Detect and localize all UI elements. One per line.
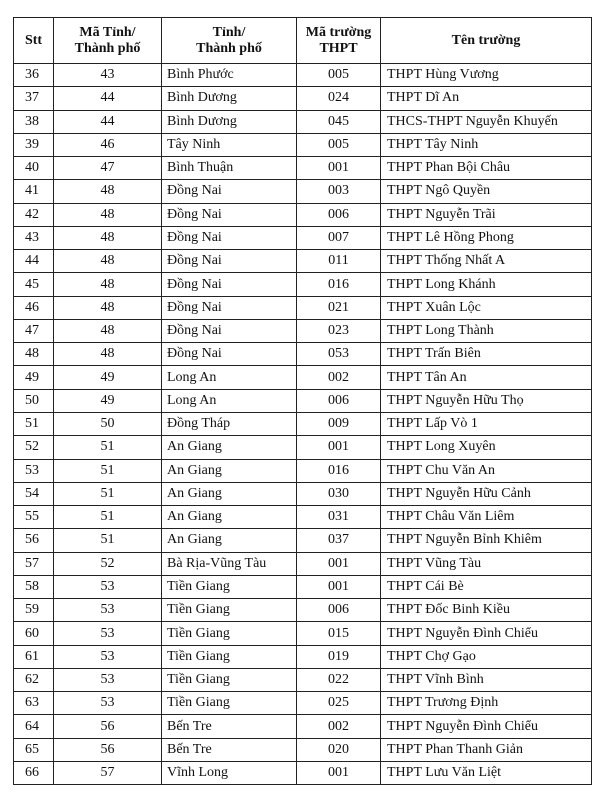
cell-province: Đồng Nai [162,319,297,342]
cell-province: Vĩnh Long [162,761,297,784]
table-row [14,157,592,180]
table-row [14,319,592,342]
cell-province: Long An [162,389,297,412]
cell-school-name: THPT Hùng Vương [381,64,592,87]
cell-province: Đồng Tháp [162,412,297,435]
cell-school-code: 001 [297,575,381,598]
cell-stt: 57 [14,552,54,575]
table-row [14,343,592,366]
cell-school-code: 007 [297,226,381,249]
cell-stt: 54 [14,482,54,505]
table-row [14,133,592,156]
cell-school-name: THPT Dĩ An [381,87,592,110]
cell-province-code: 51 [54,436,162,459]
cell-school-code: 002 [297,366,381,389]
cell-school-code: 001 [297,436,381,459]
cell-stt: 47 [14,319,54,342]
cell-province: Bến Tre [162,715,297,738]
cell-school-code: 006 [297,389,381,412]
cell-school-name: THPT Nguyễn Bỉnh Khiêm [381,529,592,552]
table-row [14,552,592,575]
cell-stt: 44 [14,250,54,273]
cell-school-code: 001 [297,761,381,784]
cell-school-code: 024 [297,87,381,110]
cell-school-code: 003 [297,180,381,203]
table-row [14,296,592,319]
cell-province-code: 49 [54,366,162,389]
header-school-code-line1: Mã trường [305,24,372,40]
table-header-row [14,18,592,64]
cell-stt: 38 [14,110,54,133]
cell-school-code: 023 [297,319,381,342]
cell-province: Tiền Giang [162,575,297,598]
cell-stt: 36 [14,64,54,87]
cell-province-code: 48 [54,180,162,203]
cell-province-code: 48 [54,343,162,366]
cell-school-name: THPT Long Xuyên [381,436,592,459]
cell-province: An Giang [162,482,297,505]
cell-stt: 61 [14,645,54,668]
table-row [14,506,592,529]
cell-school-code: 009 [297,412,381,435]
cell-stt: 50 [14,389,54,412]
cell-province-code: 48 [54,296,162,319]
cell-school-code: 005 [297,133,381,156]
cell-school-name: THPT Ngô Quyền [381,180,592,203]
table-row [14,203,592,226]
cell-province: Tiền Giang [162,692,297,715]
table-row [14,412,592,435]
table-row [14,180,592,203]
cell-province-code: 53 [54,622,162,645]
cell-school-code: 015 [297,622,381,645]
cell-province-code: 51 [54,529,162,552]
cell-school-name: THPT Vĩnh Bình [381,668,592,691]
table-row [14,715,592,738]
cell-school-code: 021 [297,296,381,319]
cell-province: Đồng Nai [162,180,297,203]
cell-province: An Giang [162,459,297,482]
cell-province: Đồng Nai [162,343,297,366]
cell-province: Bình Dương [162,87,297,110]
cell-school-name: THPT Xuân Lộc [381,296,592,319]
cell-school-code: 005 [297,64,381,87]
header-school-code [297,18,381,64]
cell-school-name: THCS-THPT Nguyễn Khuyến [381,110,592,133]
school-table [13,17,592,785]
table-row [14,273,592,296]
cell-school-code: 020 [297,738,381,761]
cell-stt: 48 [14,343,54,366]
table-row [14,110,592,133]
cell-province: Đồng Nai [162,203,297,226]
cell-school-name: THPT Phan Thanh Giản [381,738,592,761]
table-row [14,645,592,668]
table-row [14,668,592,691]
cell-stt: 45 [14,273,54,296]
table-body [14,64,592,785]
header-school-name: Tên trường [381,18,592,64]
cell-school-name: THPT Nguyễn Đình Chiểu [381,622,592,645]
cell-stt: 63 [14,692,54,715]
cell-school-name: THPT Nguyễn Hữu Thọ [381,389,592,412]
cell-province: Bình Phước [162,64,297,87]
table-row [14,87,592,110]
cell-stt: 62 [14,668,54,691]
cell-province-code: 44 [54,110,162,133]
cell-school-name: THPT Chu Văn An [381,459,592,482]
cell-school-code: 006 [297,599,381,622]
cell-stt: 64 [14,715,54,738]
table-row [14,761,592,784]
cell-stt: 66 [14,761,54,784]
cell-province: Bình Dương [162,110,297,133]
cell-province-code: 56 [54,738,162,761]
cell-province-code: 48 [54,319,162,342]
table-row [14,599,592,622]
cell-school-code: 053 [297,343,381,366]
cell-province-code: 53 [54,645,162,668]
cell-stt: 65 [14,738,54,761]
cell-school-code: 030 [297,482,381,505]
cell-province-code: 53 [54,668,162,691]
cell-school-name: THPT Tây Ninh [381,133,592,156]
cell-school-code: 045 [297,110,381,133]
cell-province: Đồng Nai [162,250,297,273]
cell-school-name: THPT Nguyễn Trãi [381,203,592,226]
cell-school-name: THPT Cái Bè [381,575,592,598]
cell-stt: 42 [14,203,54,226]
cell-school-name: THPT Vũng Tàu [381,552,592,575]
cell-province-code: 46 [54,133,162,156]
table-row [14,250,592,273]
table-row [14,226,592,249]
cell-stt: 49 [14,366,54,389]
cell-province-code: 53 [54,692,162,715]
cell-school-code: 001 [297,552,381,575]
cell-province: Đồng Nai [162,273,297,296]
header-school-code-line2: THPT [319,40,358,56]
cell-school-name: THPT Châu Văn Liêm [381,506,592,529]
table-row [14,366,592,389]
cell-stt: 40 [14,157,54,180]
cell-school-name: THPT Lưu Văn Liệt [381,761,592,784]
cell-province-code: 48 [54,250,162,273]
cell-school-name: THPT Tân An [381,366,592,389]
cell-province-code: 53 [54,575,162,598]
header-province-code [54,18,162,64]
header-province-line1: Tỉnh/ [212,24,246,40]
table-row [14,64,592,87]
cell-province-code: 50 [54,412,162,435]
cell-province: An Giang [162,436,297,459]
cell-province: An Giang [162,529,297,552]
table-row [14,575,592,598]
table-row [14,692,592,715]
cell-school-name: THPT Đốc Binh Kiều [381,599,592,622]
cell-school-name: THPT Trương Định [381,692,592,715]
cell-school-name: THPT Lấp Vò 1 [381,412,592,435]
cell-school-code: 037 [297,529,381,552]
cell-school-code: 016 [297,459,381,482]
cell-stt: 55 [14,506,54,529]
cell-school-code: 006 [297,203,381,226]
cell-school-code: 025 [297,692,381,715]
cell-school-name: THPT Lê Hồng Phong [381,226,592,249]
cell-stt: 60 [14,622,54,645]
cell-school-code: 001 [297,157,381,180]
cell-province-code: 44 [54,87,162,110]
cell-stt: 43 [14,226,54,249]
cell-school-code: 031 [297,506,381,529]
cell-province-code: 56 [54,715,162,738]
cell-province-code: 57 [54,761,162,784]
cell-school-code: 002 [297,715,381,738]
cell-province: Tiền Giang [162,599,297,622]
cell-province-code: 51 [54,482,162,505]
cell-province: Đồng Nai [162,296,297,319]
cell-stt: 41 [14,180,54,203]
cell-province: Tiền Giang [162,668,297,691]
cell-province: An Giang [162,506,297,529]
cell-province: Bà Rịa-Vũng Tàu [162,552,297,575]
cell-school-code: 011 [297,250,381,273]
cell-school-name: THPT Long Khánh [381,273,592,296]
header-province-code-line1: Mã Tỉnh/ [79,24,136,40]
cell-province: Tiền Giang [162,622,297,645]
cell-province-code: 47 [54,157,162,180]
header-stt: Stt [14,18,54,64]
cell-school-name: THPT Chợ Gạo [381,645,592,668]
cell-province-code: 52 [54,552,162,575]
cell-school-code: 016 [297,273,381,296]
table-row [14,389,592,412]
cell-stt: 46 [14,296,54,319]
cell-province-code: 48 [54,226,162,249]
cell-province-code: 49 [54,389,162,412]
cell-stt: 52 [14,436,54,459]
cell-school-name: THPT Trấn Biên [381,343,592,366]
cell-province-code: 48 [54,203,162,226]
cell-stt: 56 [14,529,54,552]
cell-province: Tây Ninh [162,133,297,156]
cell-school-code: 022 [297,668,381,691]
cell-province-code: 48 [54,273,162,296]
header-province [162,18,297,64]
cell-province-code: 43 [54,64,162,87]
cell-stt: 51 [14,412,54,435]
cell-school-name: THPT Nguyễn Hữu Cảnh [381,482,592,505]
cell-province: Bến Tre [162,738,297,761]
cell-stt: 53 [14,459,54,482]
cell-school-name: THPT Phan Bội Châu [381,157,592,180]
header-province-code-line2: Thành phố [74,40,141,56]
cell-province-code: 51 [54,506,162,529]
cell-province: Tiền Giang [162,645,297,668]
table-row [14,436,592,459]
table-row [14,738,592,761]
cell-province: Long An [162,366,297,389]
table-row [14,459,592,482]
cell-school-name: THPT Long Thành [381,319,592,342]
table-row [14,482,592,505]
header-province-line2: Thành phố [196,40,262,56]
cell-province-code: 51 [54,459,162,482]
cell-stt: 58 [14,575,54,598]
cell-school-name: THPT Nguyễn Đình Chiểu [381,715,592,738]
cell-school-code: 019 [297,645,381,668]
cell-province: Đồng Nai [162,226,297,249]
cell-stt: 39 [14,133,54,156]
cell-province-code: 53 [54,599,162,622]
cell-stt: 37 [14,87,54,110]
cell-stt: 59 [14,599,54,622]
table-row [14,529,592,552]
cell-school-name: THPT Thống Nhất A [381,250,592,273]
table-row [14,622,592,645]
cell-province: Bình Thuận [162,157,297,180]
